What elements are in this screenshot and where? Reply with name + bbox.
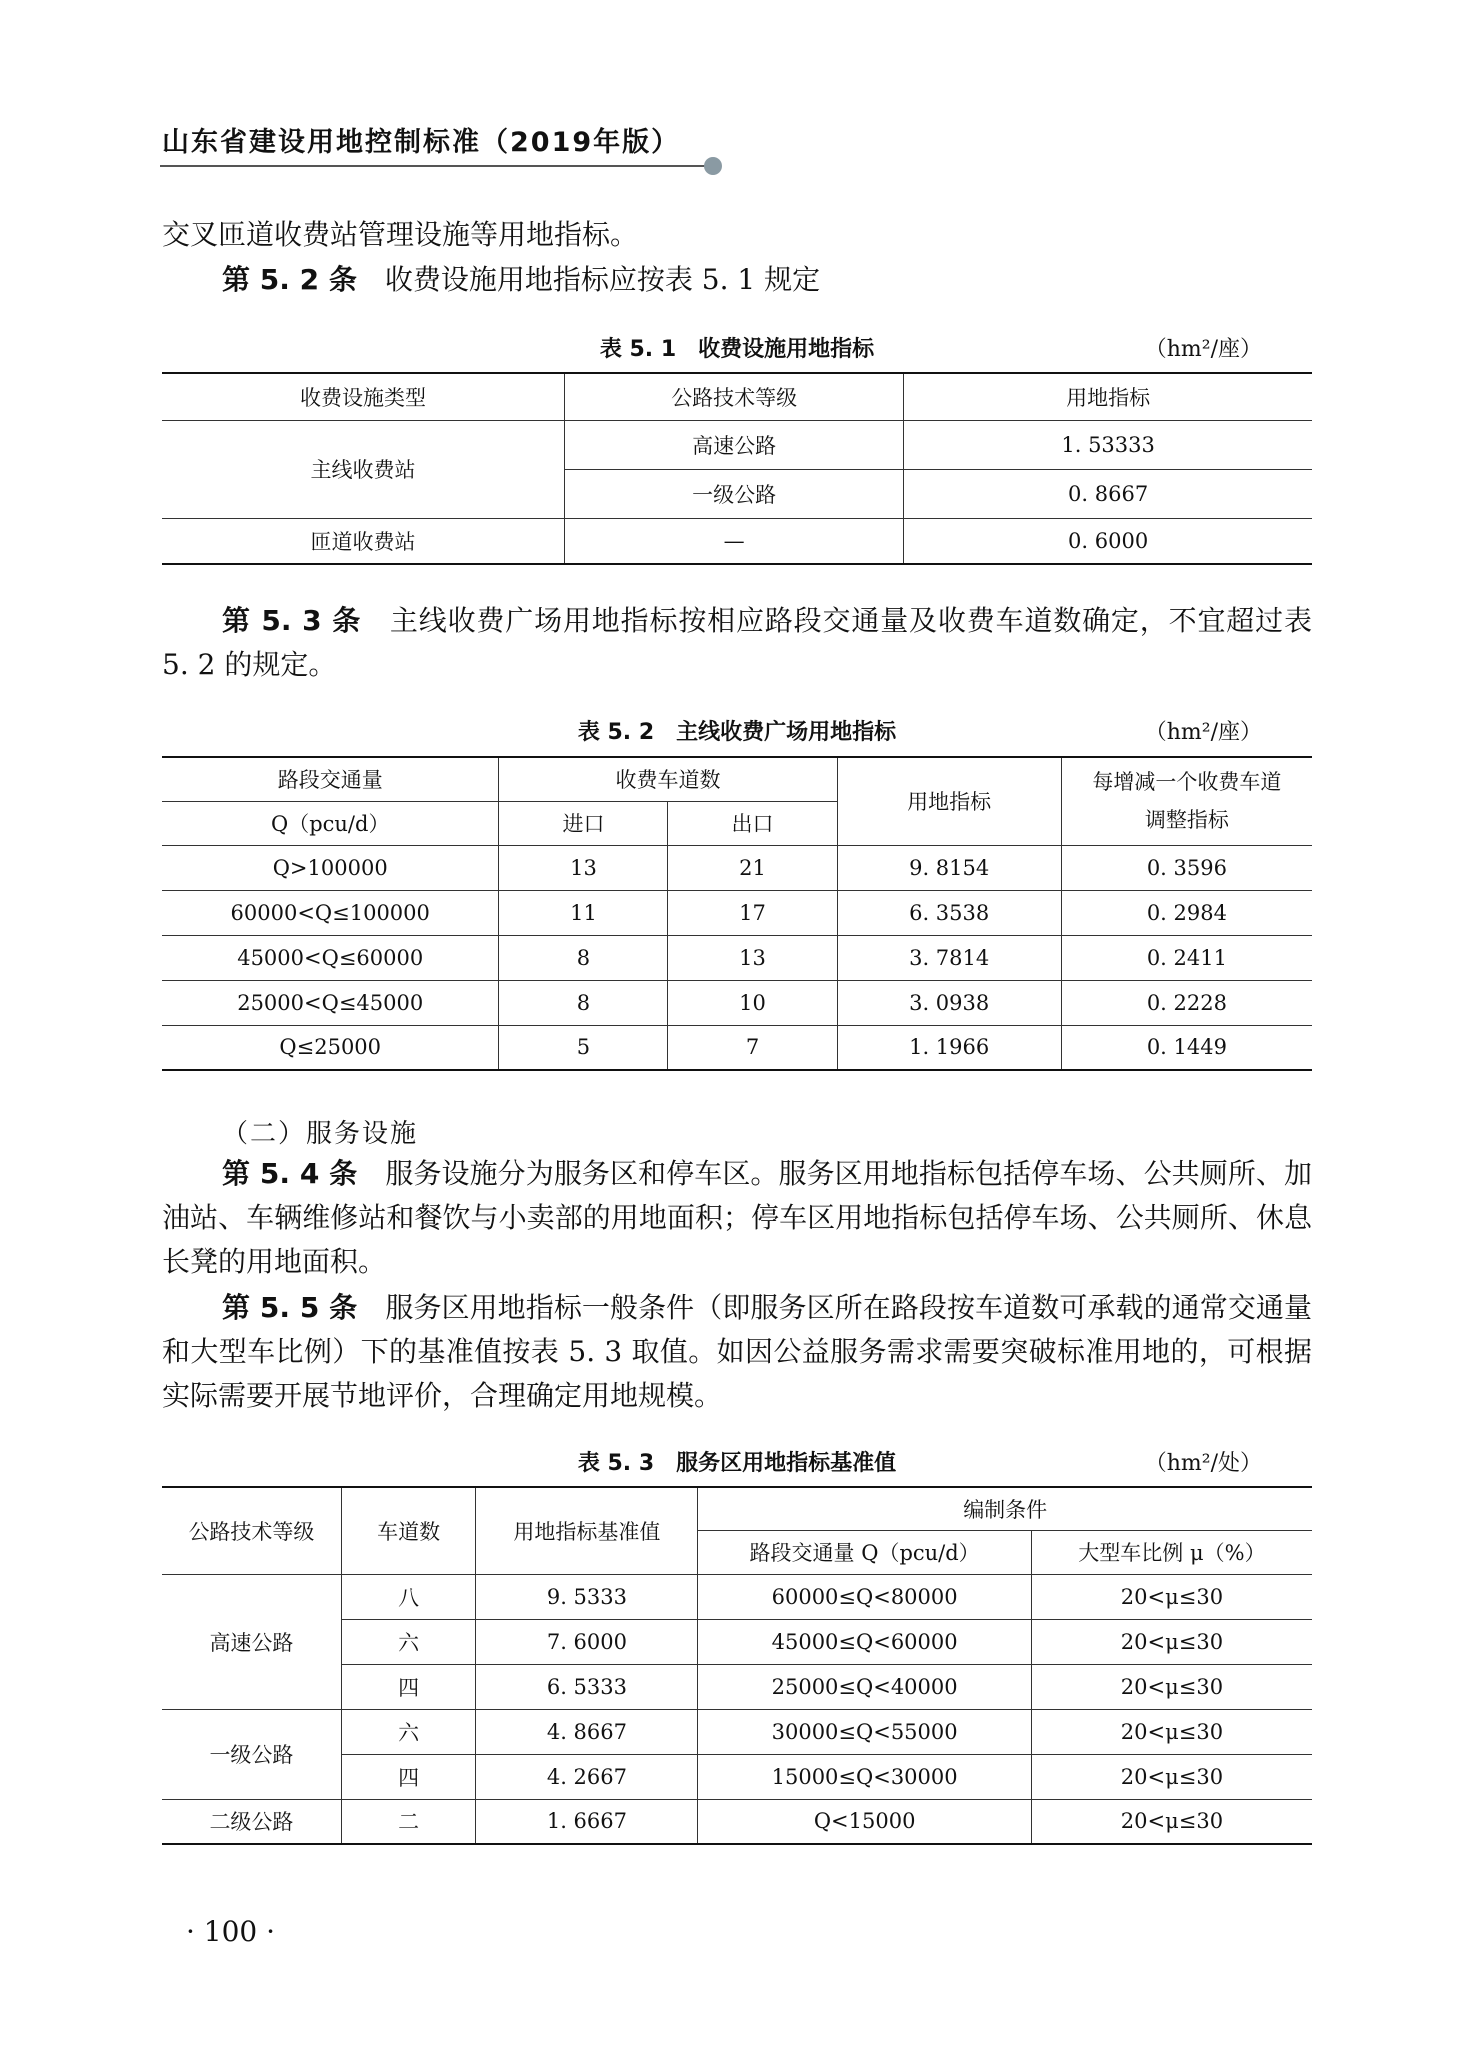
table-cell: 7 xyxy=(668,1025,837,1070)
page-number: · 100 · xyxy=(186,1915,276,1948)
table-header-cell: 车道数 xyxy=(341,1487,476,1574)
table-header-cell: 大型车比例 μ（%） xyxy=(1031,1530,1312,1574)
article-text: 服务区用地指标一般条件（即服务区所在路段按车道数可承载的通常交通量和大型车比例）下的基准值按表 5. 3 取值。如因公益服务需求需要突破标准用地的，可根据实际需要开展节地评价，合理确定用地规模。 xyxy=(162,1291,1312,1412)
table-cell: 21 xyxy=(668,845,837,890)
table-5-2 xyxy=(162,756,1312,1071)
table-cell: 17 xyxy=(668,890,837,935)
table-header-cell: 进口 xyxy=(499,801,668,845)
table-cell: 0. 2984 xyxy=(1061,890,1312,935)
article-text: 收费设施用地指标应按表 5. 1 规定 xyxy=(384,263,821,296)
table-cell: 11 xyxy=(499,890,668,935)
table-header-cell: 编制条件 xyxy=(698,1487,1312,1530)
table-row xyxy=(162,845,1312,890)
table-cell: 六 xyxy=(341,1709,476,1754)
table-cell: Q<15000 xyxy=(698,1799,1032,1844)
table-cell: 0. 2411 xyxy=(1061,935,1312,980)
table-cell: 一级公路 xyxy=(565,469,904,518)
table-header-cell: 路段交通量 xyxy=(162,757,499,801)
table-cell: 20<μ≤30 xyxy=(1031,1754,1312,1799)
table-cell: 主线收费站 xyxy=(162,420,565,518)
table-row xyxy=(162,1025,1312,1070)
table-cell: 60000<Q≤100000 xyxy=(162,890,499,935)
table-unit: （hm²/座） xyxy=(1144,337,1262,362)
header-line: 调整指标 xyxy=(1144,808,1229,833)
header-dot xyxy=(704,157,722,175)
table-cell: 5 xyxy=(499,1025,668,1070)
table-cell: 8 xyxy=(499,935,668,980)
table-header-cell: 路段交通量 Q（pcu/d） xyxy=(698,1530,1032,1574)
table-cell: 6. 5333 xyxy=(476,1664,698,1709)
table-cell: 20<μ≤30 xyxy=(1031,1664,1312,1709)
table-cell: 二级公路 xyxy=(162,1799,341,1844)
table-5-3-caption xyxy=(162,1446,1312,1476)
table-cell: 1. 6667 xyxy=(476,1799,698,1844)
table-cell: 8 xyxy=(499,980,668,1025)
table-row xyxy=(162,420,1312,469)
table-caption: 表 5. 3 服务区用地指标基准值 xyxy=(577,1451,897,1476)
table-cell: 6. 3538 xyxy=(837,890,1061,935)
table-cell: 25000≤Q<40000 xyxy=(698,1664,1032,1709)
table-cell: 八 xyxy=(341,1574,476,1619)
section-heading: （二）服务设施 xyxy=(222,1119,419,1149)
table-cell: 13 xyxy=(499,845,668,890)
table-cell: 0. 1449 xyxy=(1061,1025,1312,1070)
table-cell: 高速公路 xyxy=(565,420,904,469)
table-cell: 0. 2228 xyxy=(1061,980,1312,1025)
table-cell: 20<μ≤30 xyxy=(1031,1574,1312,1619)
table-cell: 20<μ≤30 xyxy=(1031,1799,1312,1844)
table-cell: 0. 8667 xyxy=(904,469,1312,518)
header-line: 每增减一个收费车道 xyxy=(1092,770,1282,795)
table-row xyxy=(162,518,1312,564)
table-row xyxy=(162,890,1312,935)
table-cell: 匝道收费站 xyxy=(162,518,565,564)
table-5-1 xyxy=(162,372,1312,565)
table-cell: 60000≤Q<80000 xyxy=(698,1574,1032,1619)
running-header: 山东省建设用地控制标准（2019年版） xyxy=(162,127,681,158)
table-cell: 4. 2667 xyxy=(476,1754,698,1799)
table-row xyxy=(162,1709,1312,1754)
table-header-cell: Q（pcu/d） xyxy=(162,801,499,845)
article-text: 服务设施分为服务区和停车区。服务区用地指标包括停车场、公共厕所、加油站、车辆维修站和餐饮与小卖部的用地面积；停车区用地指标包括停车场、公共厕所、休息长凳的用地面积。 xyxy=(162,1157,1312,1278)
article-5-5 xyxy=(162,1286,1312,1418)
article-label: 第 5. 2 条 xyxy=(222,263,357,296)
table-header-cell: 收费设施类型 xyxy=(162,373,565,420)
table-header-cell: 用地指标基准值 xyxy=(476,1487,698,1574)
table-cell: 1. 1966 xyxy=(837,1025,1061,1070)
table-caption: 表 5. 1 收费设施用地指标 xyxy=(599,337,875,362)
table-cell: 0. 6000 xyxy=(904,518,1312,564)
intro-paragraph: 交叉匝道收费站管理设施等用地指标。 xyxy=(162,218,639,251)
table-5-2-caption xyxy=(162,715,1312,745)
table-cell: Q>100000 xyxy=(162,845,499,890)
article-5-4 xyxy=(162,1152,1312,1284)
article-5-2 xyxy=(162,258,1312,302)
table-unit: （hm²/座） xyxy=(1144,720,1262,745)
table-unit: （hm²/处） xyxy=(1144,1451,1262,1476)
article-5-3 xyxy=(162,599,1312,687)
table-cell: 高速公路 xyxy=(162,1574,341,1709)
table-cell: 20<μ≤30 xyxy=(1031,1619,1312,1664)
article-label: 第 5. 4 条 xyxy=(222,1157,358,1190)
article-label: 第 5. 3 条 xyxy=(222,604,362,637)
article-text: 主线收费广场用地指标按相应路段交通量及收费车道数确定，不宜超过表 5. 2 的规定。 xyxy=(162,604,1312,681)
table-cell: — xyxy=(565,518,904,564)
table-header-cell: 出口 xyxy=(668,801,837,845)
table-cell: 7. 6000 xyxy=(476,1619,698,1664)
table-cell: 13 xyxy=(668,935,837,980)
table-row xyxy=(162,935,1312,980)
table-cell: 30000≤Q<55000 xyxy=(698,1709,1032,1754)
table-cell: 六 xyxy=(341,1619,476,1664)
table-cell: 四 xyxy=(341,1664,476,1709)
table-row xyxy=(162,980,1312,1025)
table-cell: 25000<Q≤45000 xyxy=(162,980,499,1025)
table-header-cell: 收费车道数 xyxy=(499,757,837,801)
table-header-cell: 公路技术等级 xyxy=(565,373,904,420)
table-cell: 4. 8667 xyxy=(476,1709,698,1754)
header-rule xyxy=(160,165,710,167)
table-cell: 二 xyxy=(341,1799,476,1844)
table-5-3 xyxy=(162,1486,1312,1845)
article-label: 第 5. 5 条 xyxy=(222,1291,358,1324)
table-header-cell: 用地指标 xyxy=(904,373,1312,420)
table-cell: 10 xyxy=(668,980,837,1025)
table-cell: 45000≤Q<60000 xyxy=(698,1619,1032,1664)
table-row xyxy=(162,1574,1312,1619)
table-cell: 四 xyxy=(341,1754,476,1799)
table-cell: 9. 8154 xyxy=(837,845,1061,890)
table-cell: 3. 0938 xyxy=(837,980,1061,1025)
table-cell: 1. 53333 xyxy=(904,420,1312,469)
table-5-1-caption xyxy=(162,332,1312,362)
table-header-cell xyxy=(1061,757,1312,845)
table-cell: 0. 3596 xyxy=(1061,845,1312,890)
table-cell: 3. 7814 xyxy=(837,935,1061,980)
table-cell: 20<μ≤30 xyxy=(1031,1709,1312,1754)
table-cell: 9. 5333 xyxy=(476,1574,698,1619)
table-cell: Q≤25000 xyxy=(162,1025,499,1070)
table-cell: 15000≤Q<30000 xyxy=(698,1754,1032,1799)
table-caption: 表 5. 2 主线收费广场用地指标 xyxy=(577,720,897,745)
table-cell: 一级公路 xyxy=(162,1709,341,1799)
table-header-cell: 公路技术等级 xyxy=(162,1487,341,1574)
table-header-cell: 用地指标 xyxy=(837,757,1061,845)
table-row xyxy=(162,1799,1312,1844)
table-cell: 45000<Q≤60000 xyxy=(162,935,499,980)
